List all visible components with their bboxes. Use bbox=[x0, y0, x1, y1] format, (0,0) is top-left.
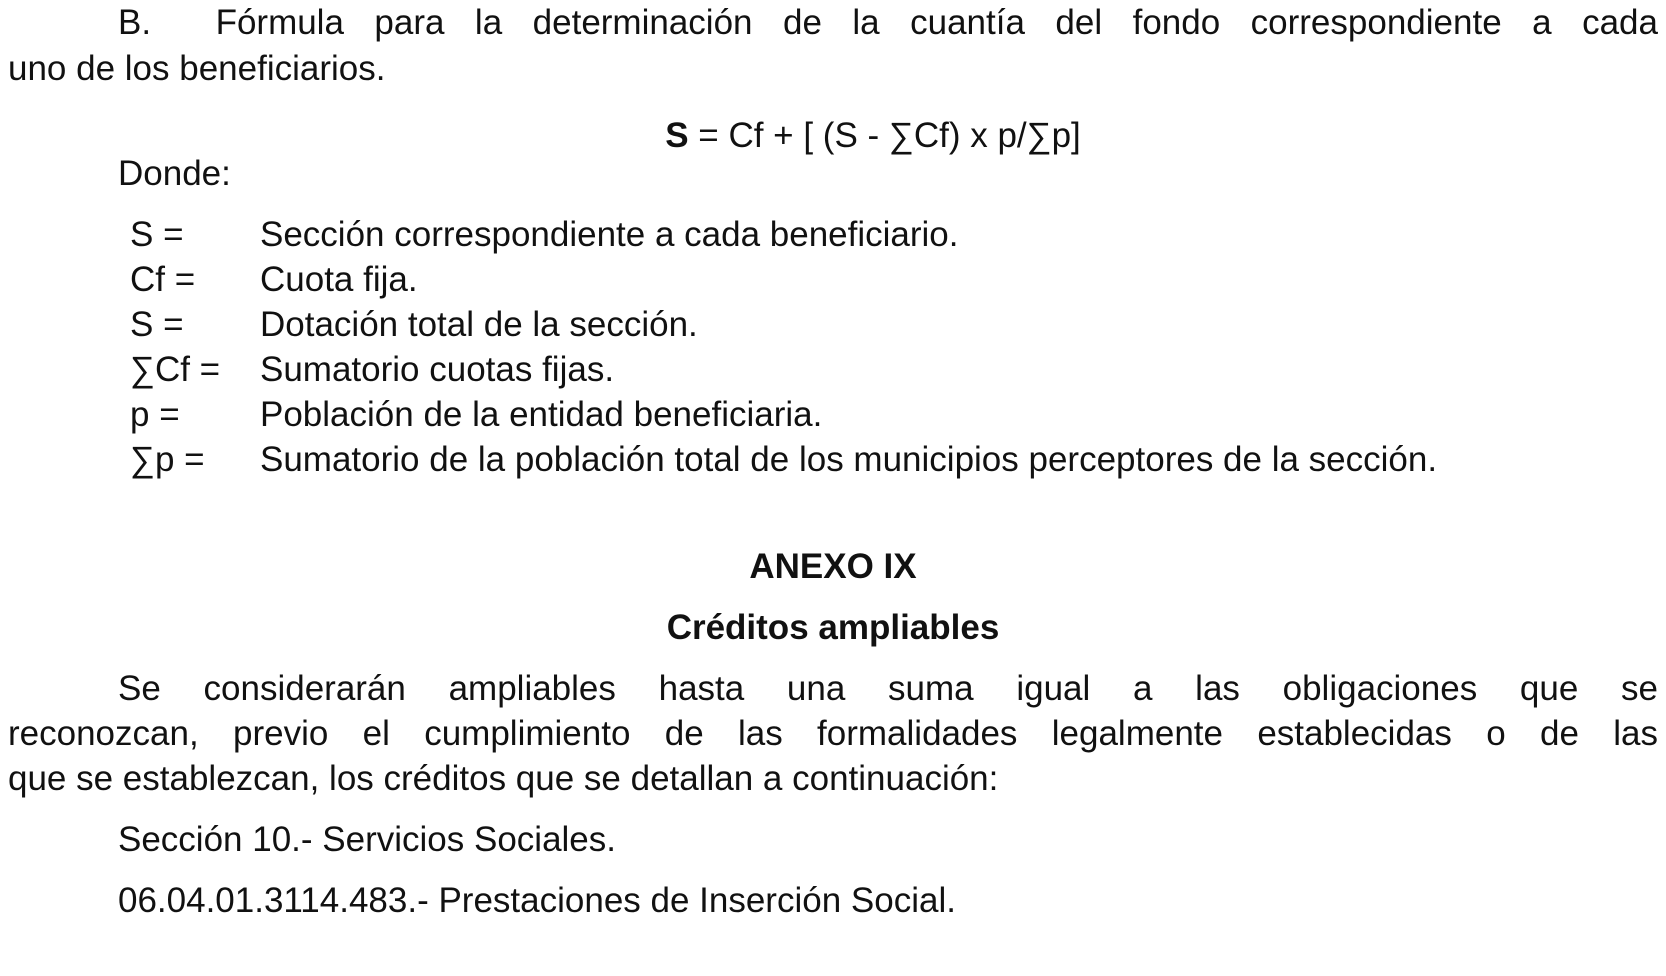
definition-term: p = bbox=[130, 395, 180, 434]
annex-subtitle: Créditos ampliables bbox=[666, 608, 1000, 647]
formula-rhs: = Cf + [ (S - ∑Cf) x p/∑p] bbox=[688, 116, 1081, 155]
section-b-line-1 bbox=[8, 0, 1658, 46]
paragraph-line-3: que se establezcan, los créditos que se detallan a continuación: bbox=[8, 759, 999, 798]
definition-term: ∑p = bbox=[130, 440, 205, 479]
definition-meaning: Cuota fija. bbox=[260, 260, 418, 299]
definition-meaning: Dotación total de la sección. bbox=[260, 305, 698, 344]
section-b-label: B. bbox=[118, 3, 152, 42]
annex-title: ANEXO IX bbox=[749, 547, 917, 586]
definition-meaning: Sumatorio de la población total de los municipios perceptores de la sección. bbox=[260, 440, 1438, 479]
definition-row bbox=[130, 347, 614, 393]
definition-meaning: Sumatorio cuotas fijas. bbox=[260, 350, 615, 389]
section-b-line-2: uno de los beneficiarios. bbox=[8, 49, 386, 88]
definition-row bbox=[130, 257, 418, 303]
definition-row bbox=[130, 437, 1437, 483]
paragraph-line-2: reconozcan, previo el cumplimiento de las formalidades legalmente establecidas o de las bbox=[8, 714, 1658, 753]
formula-lhs: S bbox=[665, 116, 689, 155]
definition-row bbox=[130, 212, 959, 258]
definition-row bbox=[130, 392, 822, 438]
paragraph-text: Se considerarán ampliables hasta una suma igual a las obligaciones que se bbox=[118, 669, 1658, 708]
list-item: 06.04.01.3114.483.- Prestaciones de Inserción Social. bbox=[118, 881, 956, 920]
paragraph-line-1 bbox=[8, 666, 1658, 712]
formula bbox=[8, 113, 1658, 159]
definition-term: S = bbox=[130, 305, 184, 344]
definition-term: S = bbox=[130, 215, 184, 254]
list-item: Sección 10.- Servicios Sociales. bbox=[118, 820, 616, 859]
donde-label: Donde: bbox=[118, 154, 231, 193]
definition-meaning: Sección correspondiente a cada beneficiario. bbox=[260, 215, 959, 254]
definition-term: Cf = bbox=[130, 260, 196, 299]
definition-term: ∑Cf = bbox=[130, 350, 221, 389]
document-page bbox=[8, 0, 1658, 976]
definition-meaning: Población de la entidad beneficiaria. bbox=[260, 395, 823, 434]
definition-row bbox=[130, 302, 698, 348]
section-b-text: Fórmula para la determinación de la cuantía del fondo correspondiente a cada bbox=[215, 3, 1658, 42]
